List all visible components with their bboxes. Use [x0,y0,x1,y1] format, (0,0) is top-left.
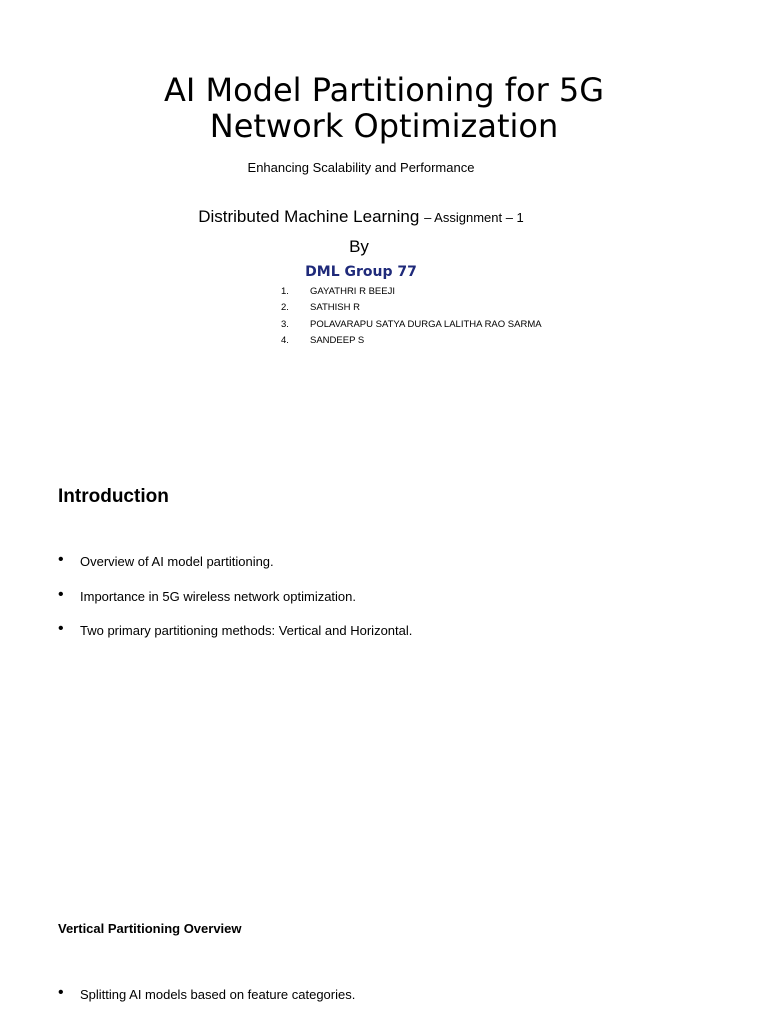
bullet-icon: • [58,620,64,637]
bullet-icon: • [58,585,64,603]
member-name: GAYATHRI R BEEJI [310,286,395,297]
member-number: 1. [281,286,289,297]
assignment-label: – Assignment – 1 [424,210,524,225]
member-item [281,284,542,300]
member-list [281,284,542,349]
bullet-text: Splitting AI models based on feature categories. [80,987,356,1002]
course-name: Distributed Machine Learning [198,207,420,226]
member-name: POLAVARAPU SATYA DURGA LALITHA RAO SARMA [310,318,542,330]
title-line-1: AI Model Partitioning for 5G [163,71,605,109]
by-label: By [349,237,369,256]
member-item [281,300,542,316]
group-name: DML Group 77 [305,264,417,280]
bullet-text: Importance in 5G wireless network optimization. [80,588,357,604]
introduction-heading: Introduction [58,486,169,507]
member-number: 2. [281,302,289,314]
document-title [0,72,768,144]
bullet-icon: • [58,551,64,568]
introduction-bullet-list [58,551,413,658]
member-number: 3. [281,318,289,330]
member-number: 4. [281,334,289,346]
bullet-item [58,620,413,658]
vertical-bullet-list [58,984,356,1022]
bullet-icon: • [58,984,64,1001]
vertical-partitioning-heading: Vertical Partitioning Overview [58,921,242,936]
member-item [281,317,542,333]
course-line [0,207,722,228]
bullet-text: Overview of AI model partitioning. [80,554,274,569]
member-item [281,333,542,349]
bullet-item [58,984,356,1022]
title-line-2: Network Optimization [209,107,559,145]
bullet-text: Two primary partitioning methods: Vertical and Horizontal. [80,623,413,638]
member-name: SANDEEP S [310,334,365,346]
member-name: SATHISH R [310,302,360,314]
bullet-item [58,585,412,624]
bullet-item [58,551,412,589]
subtitle: Enhancing Scalability and Performance [247,160,475,175]
